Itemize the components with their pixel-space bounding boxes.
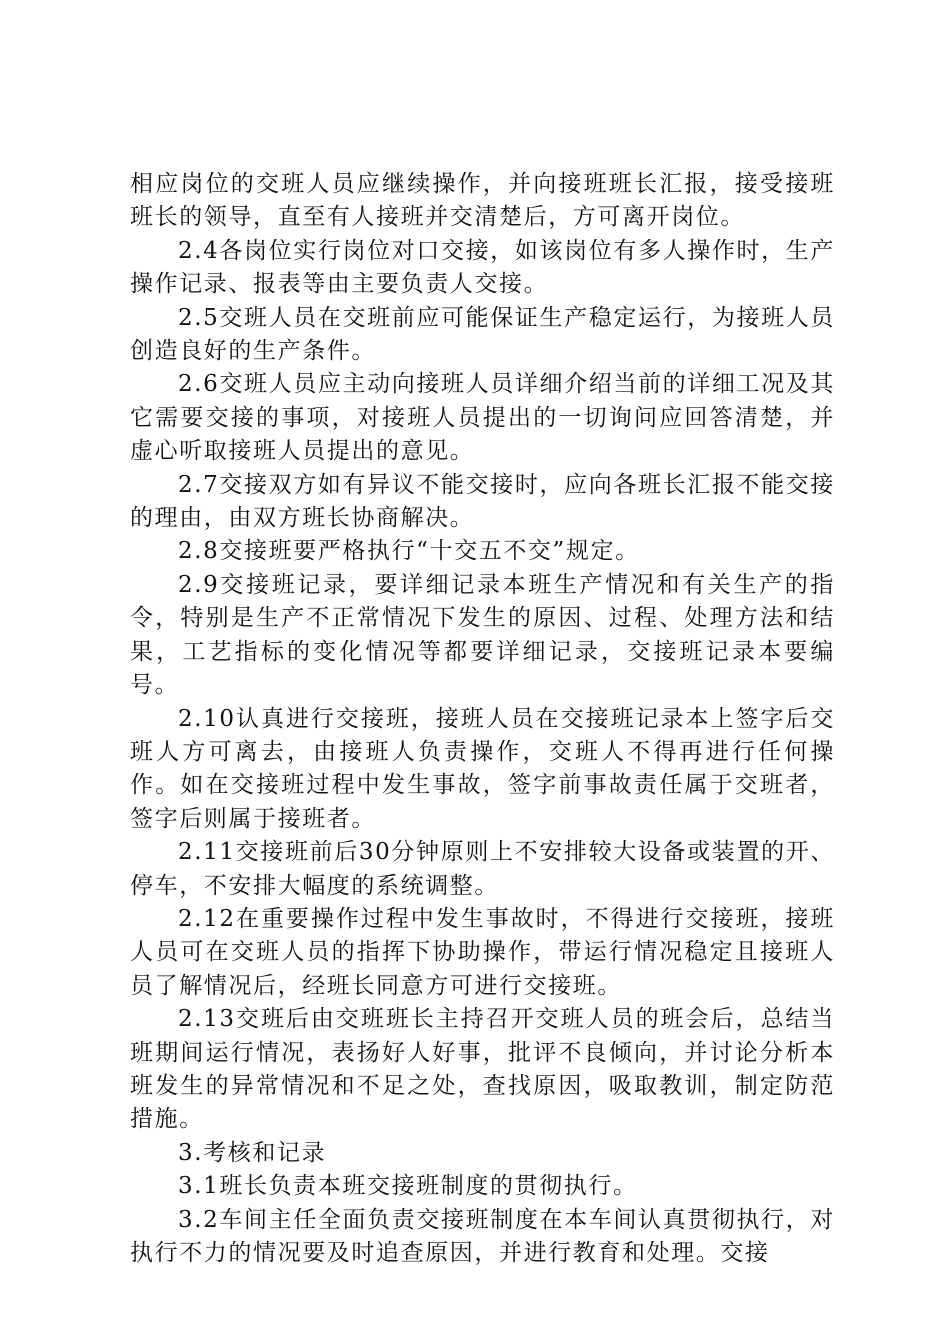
section-heading-3: 3.考核和记录 [178, 1139, 327, 1166]
paragraph-2-12: 2.12在重要操作过程中发生事故时，不得进行交接班，接班人员可在交班人员的指挥下协助操作，带运行情况稳定且接班人员了解情况后，经班长同意方可进行交接班。 [130, 905, 835, 999]
paragraph-2-7: 2.7交接双方如有异议不能交接时，应向各班长汇报不能交接的理由，由双方班长协商解决。 [130, 471, 835, 532]
document-body [130, 168, 835, 1270]
paragraph-3-1: 3.1班长负责本班交接班制度的贯彻执行。 [178, 1173, 638, 1200]
paragraph-2-13: 2.13交班后由交班班长主持召开交班人员的班会后，总结当班期间运行情况，表扬好人好事，批评不良倾向，并讨论分析本班发生的异常情况和不足之处，查找原因，吸取教训，制定防范措施。 [130, 1006, 835, 1133]
paragraph-2-5: 2.5交班人员在交班前应可能保证生产稳定运行，为接班人员创造良好的生产条件。 [130, 304, 835, 365]
paragraph-2-10: 2.10认真进行交接班，接班人员在交接班记录本上签字后交班人方可离去，由接班人负责操作，交班人不得再进行任何操作。如在交接班过程中发生事故，签字前事故责任属于交班者，签字后则属于接班者。 [130, 705, 835, 832]
paragraph-2-6: 2.6交班人员应主动向接班人员详细介绍当前的详细工况及其它需要交接的事项，对接班人员提出的一切询问应回答清楚，并虚心听取接班人员提出的意见。 [130, 371, 835, 465]
paragraph-3-2: 3.2车间主任全面负责交接班制度在本车间认真贯彻执行，对执行不力的情况要及时追查原因，并进行教育和处理。交接 [130, 1206, 835, 1266]
paragraph-continuation: 相应岗位的交班人员应继续操作，并向接班班长汇报，接受接班班长的领导，直至有人接班并交清楚后，方可离开岗位。 [130, 171, 835, 231]
paragraph-2-11: 2.11交接班前后30分钟原则上不安排较大设备或装置的开、停车，不安排大幅度的系统调整。 [130, 839, 835, 899]
paragraph-2-4: 2.4各岗位实行岗位对口交接，如该岗位有多人操作时，生产操作记录、报表等由主要负责人交接。 [130, 237, 835, 298]
paragraph-2-9: 2.9交接班记录，要详细记录本班生产情况和有关生产的指令，特别是生产不正常情况下发生的原因、过程、处理方法和结果，工艺指标的变化情况等都要详细记录，交接班记录本要编号。 [130, 571, 835, 699]
paragraph-2-8: 2.8交接班要严格执行“十交五不交”规定。 [178, 538, 640, 565]
